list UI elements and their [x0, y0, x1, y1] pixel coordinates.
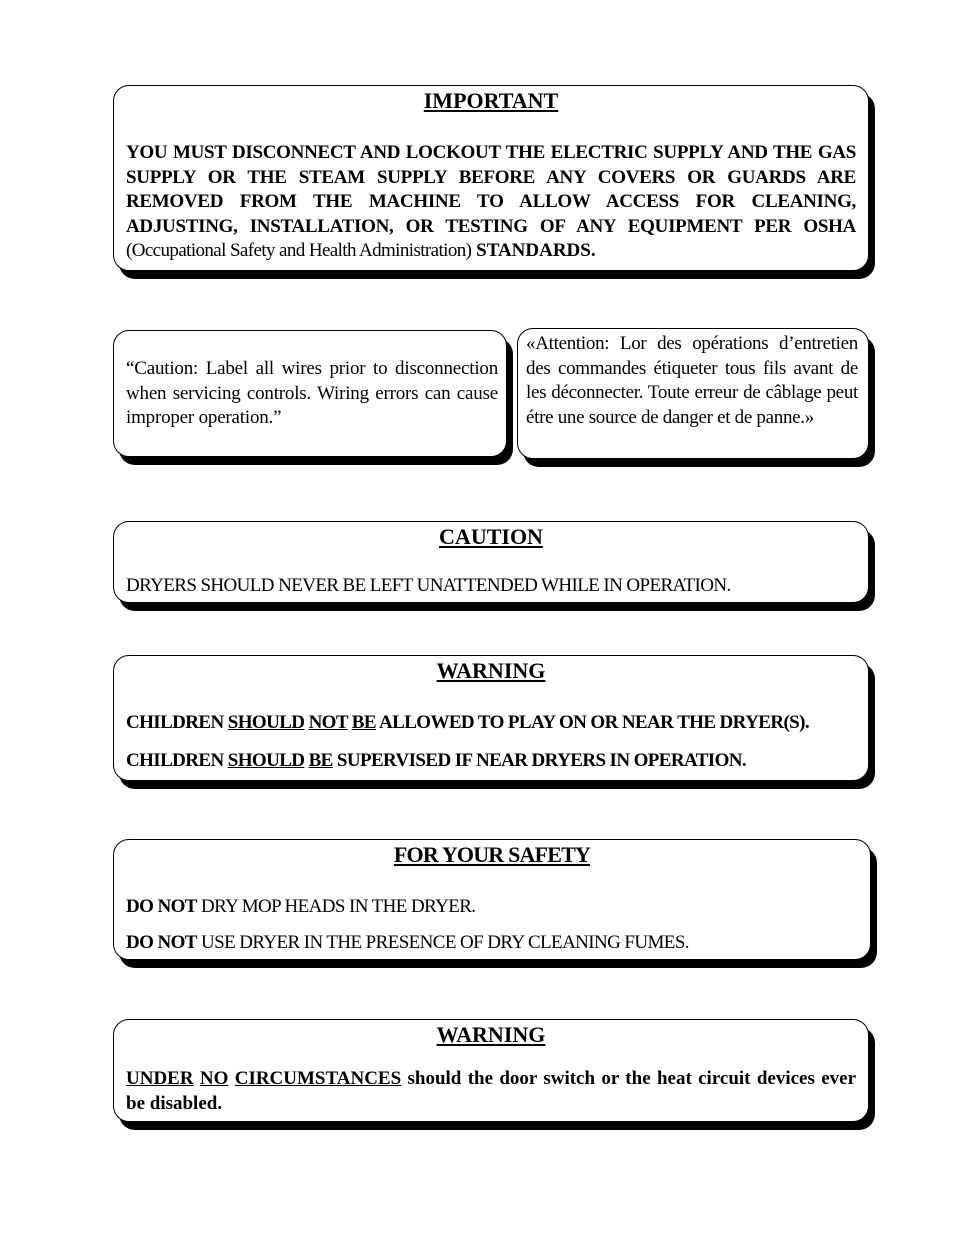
safety-title: FOR YOUR SAFETY	[393, 842, 591, 867]
caution-box	[113, 521, 869, 603]
important-body-tail: STANDARDS.	[476, 240, 596, 261]
important-body-regular: (Occupational Safety and Health Administration)	[126, 240, 472, 261]
warning-children-line-2	[126, 749, 746, 774]
warning-children-title: WARNING	[436, 658, 546, 683]
be-word: BE	[351, 712, 376, 733]
important-body	[126, 141, 856, 264]
caution-french-box	[517, 328, 869, 459]
circumstances-word: CIRCUMSTANCES	[234, 1068, 402, 1089]
no-word: NO	[199, 1068, 229, 1089]
caution-title: CAUTION	[439, 524, 543, 549]
important-notice-box	[113, 85, 869, 271]
should-word: SHOULD	[227, 750, 305, 771]
warning-door-text	[126, 1067, 856, 1116]
safety-line-2	[126, 931, 689, 956]
important-title: IMPORTANT	[423, 88, 559, 113]
safety-line-1	[126, 895, 475, 920]
children-word: CHILDREN	[126, 750, 224, 771]
be-word: BE	[308, 750, 333, 771]
safety-box	[113, 839, 871, 960]
warning-door-title: WARNING	[436, 1022, 546, 1047]
important-body-bold: YOU MUST DISCONNECT AND LOCKOUT THE ELECTRIC SUPPLY AND THE GAS SUPPLY OR THE STEAM SUPPLY BEFORE ANY COVERS OR GUARDS ARE REMOVED FROM THE MACHINE TO ALLOW ACCESS FOR CLEANING, ADJUSTING, INSTALLATION, OR TESTING OF ANY EQUIPMENT PER OSHA	[126, 142, 856, 237]
warning-door-rest: should the door switch or the heat circuit devices ever be disabled.	[126, 1068, 856, 1114]
caution-text: DRYERS SHOULD NEVER BE LEFT UNATTENDED WHILE IN OPERATION.	[126, 575, 731, 596]
caution-french-text: «Attention: Lor des opérations d’entretien des commandes étiqueter tous fils avant de les déconnecter. Toute erreur de câblage peut étre une source de danger et de panne.»	[526, 333, 858, 428]
warning-door-box	[113, 1019, 869, 1122]
warning-children-box	[113, 655, 869, 781]
children-word: CHILDREN	[126, 712, 224, 733]
under-word: UNDER	[126, 1068, 194, 1089]
not-word: NOT	[308, 712, 348, 733]
line-2-rest: SUPERVISED IF NEAR DRYERS IN OPERATION.	[336, 750, 747, 771]
do-not-label: DO NOT	[126, 932, 197, 953]
should-word: SHOULD	[227, 712, 305, 733]
line-1-rest: ALLOWED TO PLAY ON OR NEAR THE DRYER(S).	[379, 712, 810, 733]
warning-children-line-1	[126, 711, 809, 736]
caution-english-text: “Caution: Label all wires prior to disconnection when servicing controls. Wiring errors can cause improper operation.”	[126, 358, 498, 428]
do-not-label: DO NOT	[126, 896, 197, 917]
safety-line-1-rest: DRY MOP HEADS IN THE DRYER.	[200, 896, 476, 917]
caution-english-box	[113, 330, 507, 457]
safety-line-2-rest: USE DRYER IN THE PRESENCE OF DRY CLEANING FUMES.	[200, 932, 689, 953]
